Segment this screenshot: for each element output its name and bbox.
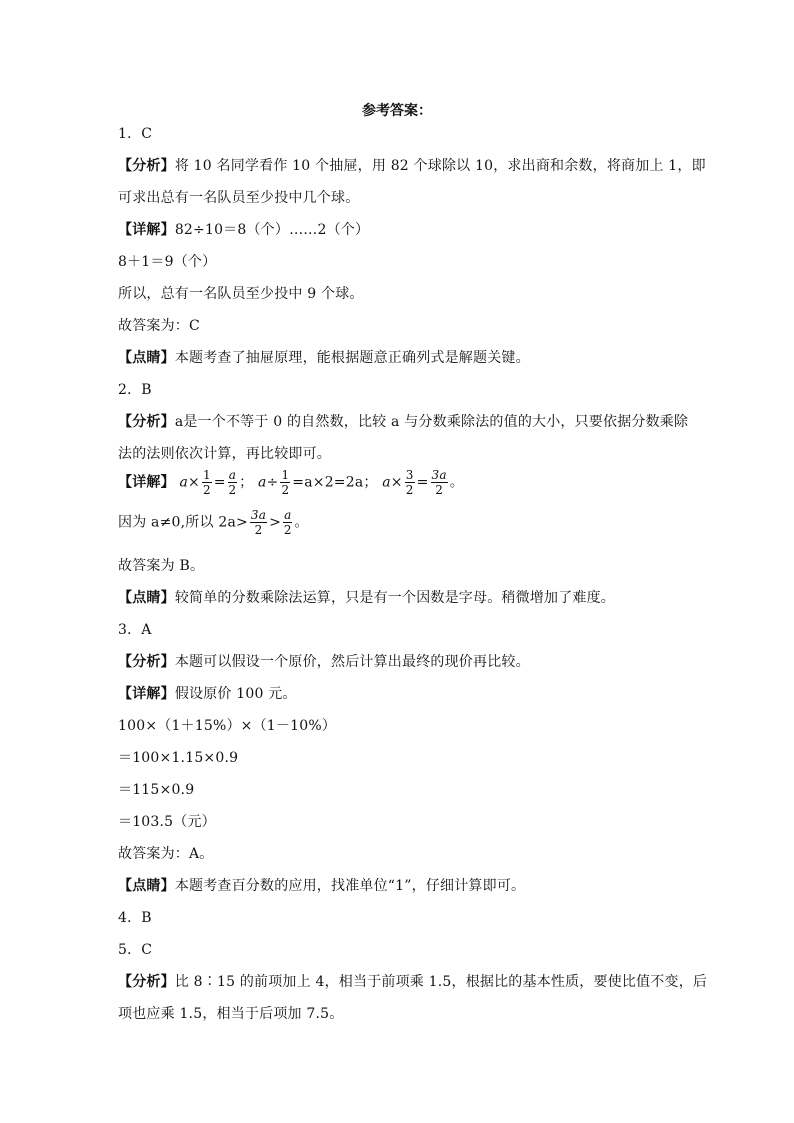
q2-analysis-text-1: a是一个不等于 0 的自然数，比较 a 与分数乘除法的值的大小，只要依据分数乘除: [174, 414, 689, 430]
page-title: 参考答案：: [362, 103, 432, 119]
detail-tag: 【详解】: [118, 686, 175, 702]
q2-point-line: [118, 587, 688, 607]
q3-calc-2: ＝100×1.15×0.9: [118, 750, 239, 766]
q1-point-text: 本题考查了抽屉原理，能根据题意正确列式是解题关键。: [174, 350, 530, 366]
detail-tag: 【详解】: [118, 222, 175, 238]
q4-heading: 4．B: [118, 910, 152, 926]
q1-analysis-text-1: 将 10 名同学看作 10 个抽屉，用 82 个球除以 10，求出商和余数，将商加上 1，即: [174, 158, 706, 174]
q3-calc-1: 100×（1＋15%）×（1－10%）: [118, 718, 337, 734]
period: 。: [294, 514, 309, 531]
q1-analysis-line-1: [118, 155, 706, 175]
point-tag: 【点睛】: [118, 590, 175, 606]
because-text: 因为 a≠0,所以 2a>: [118, 514, 248, 531]
fraction-3a-over-2: [431, 468, 448, 497]
q1-heading: 1．C: [118, 126, 153, 142]
numerator: 1: [281, 468, 290, 482]
q3-detail-text: 假设原价 100 元。: [174, 686, 297, 702]
q2-detail-line: [118, 468, 688, 497]
fraction-3a-over-2: [250, 508, 267, 537]
q2-analysis-line-2: 法的法则依次计算，再比较即可。: [118, 446, 331, 462]
fraction-a-over-2: [228, 468, 237, 497]
denominator: 2: [405, 483, 414, 497]
times-sign: ×: [188, 474, 200, 491]
times-sign: ×: [390, 474, 403, 491]
q3-analysis-text: 本题可以假设一个原价，然后计算出最终的现价再比较。: [174, 654, 530, 670]
numerator: 3a: [250, 508, 267, 522]
point-tag: 【点睛】: [118, 350, 175, 366]
denominator: 2: [435, 483, 444, 497]
analysis-tag: 【分析】: [118, 974, 175, 990]
q3-point-text: 本题考查百分数的应用，找准单位“1”，仔细计算即可。: [174, 878, 526, 894]
q3-heading: 3．A: [118, 622, 152, 638]
point-tag: 【点睛】: [118, 878, 175, 894]
analysis-tag: 【分析】: [118, 654, 175, 670]
q5-analysis-text-1: 比 8∶15 的前项加上 4，相当于前项乘 1.5，根据比的基本性质，要使比值不变，后: [174, 974, 708, 990]
denominator: 2: [202, 483, 211, 497]
analysis-tag: 【分析】: [118, 158, 175, 174]
q1-answer: 故答案为：C: [118, 318, 200, 334]
q2-point-text: 较简单的分数乘除法运算，只是有一个因数是字母。稍微增加了难度。: [174, 590, 616, 606]
denominator: 2: [283, 523, 292, 537]
numerator: 1: [202, 468, 211, 482]
separator: ；: [239, 474, 254, 491]
q1-detail-line-1: [118, 219, 688, 239]
q3-answer: 故答案为：A。: [118, 846, 214, 862]
q5-analysis-line-2: 项也应乘 1.5，相当于后项加 7.5。: [118, 1006, 344, 1022]
q3-calc-4: ＝103.5（元）: [118, 814, 216, 830]
q1-detail-line-2: 8＋1＝9（个）: [118, 254, 217, 270]
numerator: a: [284, 508, 292, 522]
q1-analysis-line-2: 可求出总有一名队员至少投中几个球。: [118, 190, 360, 206]
denominator: 2: [281, 483, 290, 497]
q3-calc-3: ＝115×0.9: [118, 782, 195, 798]
q2-analysis-line-1: [118, 411, 688, 431]
separator: ；: [363, 474, 378, 491]
numerator: 3: [405, 468, 414, 482]
var-a: a: [382, 474, 391, 491]
denominator: 2: [254, 523, 263, 537]
equals-sign: =: [213, 474, 226, 491]
q2-answer: 故答案为 B。: [118, 558, 205, 574]
var-a: a: [179, 474, 189, 491]
q5-heading: 5．C: [118, 942, 153, 958]
numerator: 3a: [431, 468, 447, 482]
q1-point-line: [118, 347, 688, 367]
analysis-tag: 【分析】: [118, 414, 175, 430]
divide-result: =a×2=2a: [292, 474, 364, 491]
fraction-one-half: [202, 468, 212, 497]
denominator: 2: [228, 483, 237, 497]
q3-analysis-line: [118, 651, 688, 671]
greater-than: >: [269, 514, 282, 531]
fraction-three-halves: [405, 468, 415, 497]
var-a: a: [257, 474, 267, 491]
equals-sign: =: [416, 474, 429, 491]
divide-sign: ÷: [266, 474, 279, 491]
q5-analysis-line-1: [118, 971, 708, 991]
q2-heading: 2．B: [118, 382, 152, 398]
detail-tag: 【详解】: [118, 474, 175, 491]
q2-because-line: [118, 508, 688, 537]
fraction-one-half: [280, 468, 290, 497]
numerator: a: [228, 468, 237, 482]
q3-detail-line: [118, 683, 688, 703]
period: 。: [449, 474, 464, 491]
fraction-a-over-2: [283, 508, 292, 537]
q1-detail-line-3: 所以，总有一名队员至少投中 9 个球。: [118, 286, 364, 302]
q3-point-line: [118, 875, 688, 895]
q1-detail-text-1: 82÷10＝8（个）……2（个）: [174, 222, 370, 238]
